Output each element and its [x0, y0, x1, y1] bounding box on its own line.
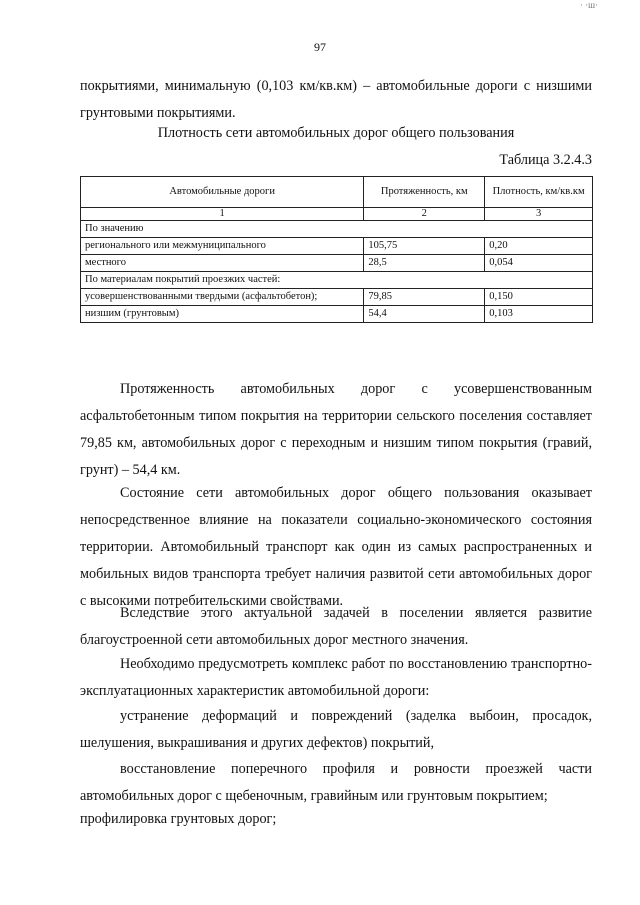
table-header-row [81, 177, 593, 208]
header-density: Плотность, км/кв.км [485, 177, 593, 208]
column-number: 2 [364, 208, 485, 221]
group-row [81, 272, 593, 289]
body-paragraph: восстановление поперечного профиля и ровности проезжей части автомобильных дорог с щебеночным, гравийным или грунтовым покрытием; [80, 761, 592, 804]
table-row [81, 306, 593, 323]
body-paragraph: профилировка грунтовых дорог; [80, 811, 277, 827]
road-type: регионального или межмуниципального [81, 238, 364, 255]
group-row [81, 221, 593, 238]
road-length: 28,5 [364, 255, 485, 272]
header-length: Протяженность, км [364, 177, 485, 208]
road-type: усовершенствованными твердыми (асфальтобетон); [81, 289, 364, 306]
road-density: 0,103 [485, 306, 593, 323]
body-paragraph: Состояние сети автомобильных дорог общего пользования оказывает непосредственное влияние на показатели социально-экономического состояния территории. Автомобильный транспорт как один из самых распространенных и мобильных видов транспорта требует наличия развитой сети автомобильных дорог с высокими потребительскими свойствами. [80, 485, 592, 609]
header-roads: Автомобильные дороги [81, 177, 364, 208]
column-number: 1 [81, 208, 364, 221]
road-type: низшим (грунтовым) [81, 306, 364, 323]
road-density: 0,20 [485, 238, 593, 255]
table-row [81, 255, 593, 272]
corner-mark: · ·ш· [579, 0, 598, 10]
table-row [81, 238, 593, 255]
road-type: местного [81, 255, 364, 272]
road-length: 105,75 [364, 238, 485, 255]
group-label: По материалам покрытий проезжих частей: [81, 272, 593, 289]
page-number: 97 [314, 40, 326, 54]
table-label: Таблица 3.2.4.3 [499, 152, 592, 168]
road-length: 54,4 [364, 306, 485, 323]
table-row [81, 289, 593, 306]
road-length: 79,85 [364, 289, 485, 306]
body-paragraph: устранение деформаций и повреждений (заделка выбоин, просадок, шелушения, выкрашивания и других дефектов) покрытий, [80, 708, 592, 751]
road-density: 0,054 [485, 255, 593, 272]
column-number: 3 [485, 208, 593, 221]
intro-paragraph: покрытиями, минимальную (0,103 км/кв.км) – автомобильные дороги с низшими грунтовыми покрытиями. [80, 78, 592, 121]
body-paragraph: Протяженность автомобильных дорог с усовершенствованным асфальтобетонным типом покрытия на территории сельского поселения составляет 79,85 км, автомобильных дорог с переходным и низшим типом покрытия (гравий, грунт) – 54,4 км. [80, 381, 592, 478]
density-table [80, 176, 593, 323]
table-caption: Плотность сети автомобильных дорог общего пользования [157, 125, 515, 141]
body-paragraph: Вследствие этого актуальной задачей в поселении является развитие благоустроенной сети автомобильных дорог местного значения. [80, 605, 592, 648]
group-label: По значению [81, 221, 593, 238]
road-density: 0,150 [485, 289, 593, 306]
column-number-row [81, 208, 593, 221]
body-paragraph: Необходимо предусмотреть комплекс работ по восстановлению транспортно-эксплуатационных характеристик автомобильной дороги: [80, 656, 592, 699]
